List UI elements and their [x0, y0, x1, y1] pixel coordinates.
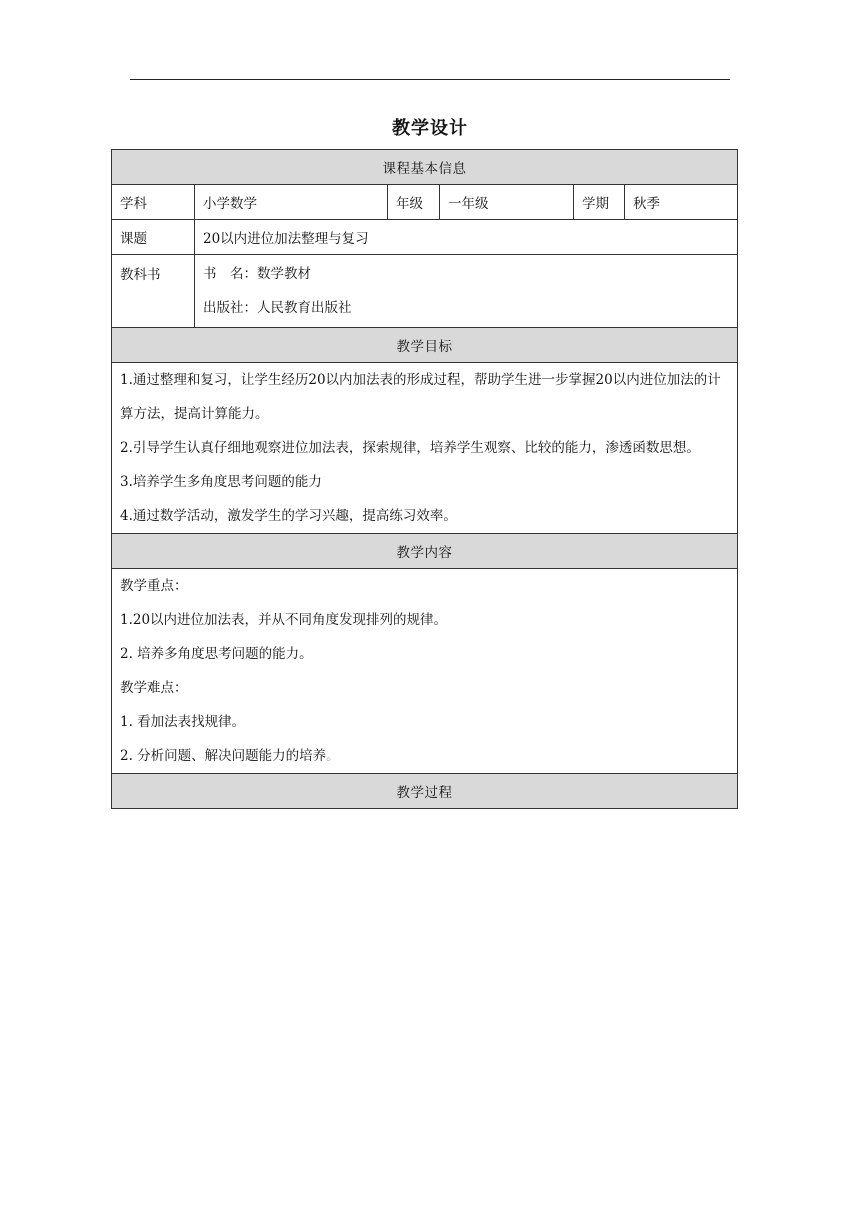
textbook-name: 书 名：数学教材 — [203, 266, 311, 282]
info-row-topic — [112, 220, 738, 255]
objective-item: 4.通过数学活动，激发学生的学习兴趣，提高练习效率。 — [120, 508, 457, 524]
difficulties-label: 教学难点： — [120, 680, 188, 696]
objective-item: 1.通过整理和复习，让学生经历20以内加法表的形成过程，帮助学生进一步掌握20以内进位加法的计算方法，提高计算能力。 — [120, 372, 721, 422]
info-row-textbook — [112, 255, 738, 328]
difficulty-item: 1. 看加法表找规律。 — [120, 714, 246, 730]
topic-label: 课题 — [112, 220, 195, 255]
subject-value: 小学数学 — [195, 185, 388, 220]
section-header-objectives: 教学目标 — [112, 328, 738, 363]
section-header-process: 教学过程 — [112, 774, 738, 809]
objective-item: 2.引导学生认真仔细地观察进位加法表，探索规律，培养学生观察、比较的能力，渗透函数思想。 — [120, 440, 700, 456]
objectives-block — [112, 363, 738, 534]
section-header-basic-info: 课程基本信息 — [112, 150, 738, 185]
topic-value: 20以内进位加法整理与复习 — [195, 220, 738, 255]
term-value: 秋季 — [625, 185, 738, 220]
term-label: 学期 — [574, 185, 625, 220]
content-block — [112, 569, 738, 774]
grade-value: 一年级 — [440, 185, 574, 220]
key-point-item: 1.20以内进位加法表，并从不同角度发现排列的规律。 — [120, 612, 448, 628]
lesson-plan-table — [111, 149, 738, 809]
section-header-content: 教学内容 — [112, 534, 738, 569]
key-points-label: 教学重点： — [120, 578, 188, 594]
objective-item: 3.培养学生多角度思考问题的能力 — [120, 474, 322, 490]
difficulty-item-text: 2. 分析问题、解决问题能力的培养 — [120, 748, 327, 764]
difficulty-trailing-mark: 。 — [326, 748, 340, 764]
grade-label: 年级 — [388, 185, 440, 220]
textbook-details — [195, 255, 738, 328]
difficulty-item — [120, 739, 729, 773]
textbook-label: 教科书 — [112, 255, 195, 328]
subject-label: 学科 — [112, 185, 195, 220]
header-rule — [130, 79, 730, 80]
info-row-subject — [112, 185, 738, 220]
key-point-item: 2. 培养多角度思考问题的能力。 — [120, 646, 313, 662]
textbook-publisher: 出版社：人民教育出版社 — [203, 300, 352, 316]
document-title: 教学设计 — [392, 118, 468, 139]
